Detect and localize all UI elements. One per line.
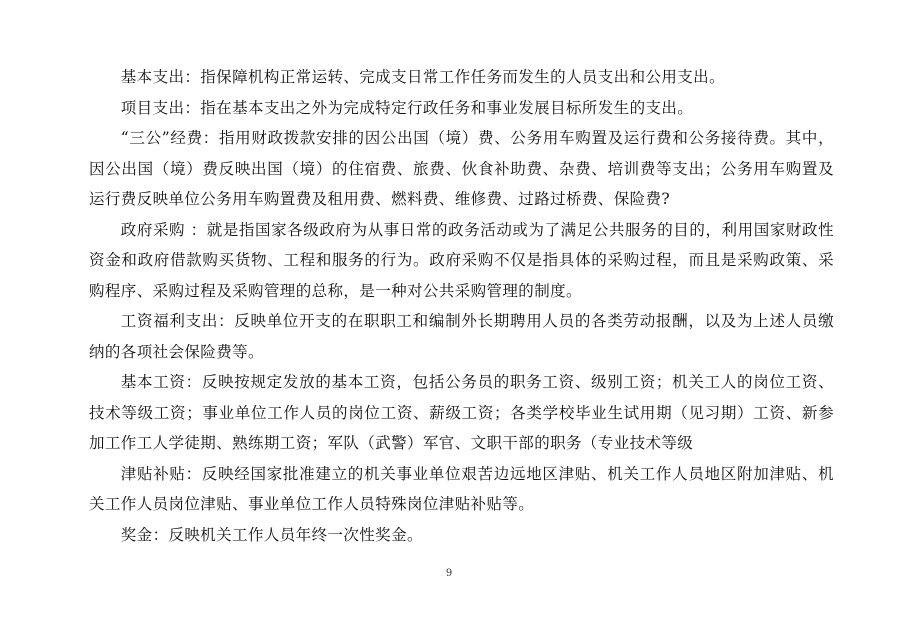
paragraph-bonus: 奖金：反映机关工作人员年终一次性奖金。 [120,525,423,544]
paragraph-basic-wages: 基本工资：反映按规定发放的基本工资，包括公务员的职务工资、级别工资；机关工人的岗位工资、技术等级工资；事业单位工作人员的岗位工资、薪级工资；各类学校毕业生试用期（见习期）工资、新参加工作工人学徒期、熟练期工资；军队（武警）军官、文职干部的职务（专业技术等级 [89,373,834,452]
paragraph-government-procurement: 政府采购 ：就是指国家各级政府为从事日常的政务活动或为了满足公共服务的目的，利用国家财政性资金和政府借款购买货物、工程和服务的行为。政府采购不仅是指具体的采购过程，而且是采购政策、采购程序、采购过程及采购管理的总称，是一种对公共采购管理的制度。 [89,220,834,300]
paragraph-project-expenditure: 项目支出：指在基本支出之外为完成特定行政任务和事业发展目标所发生的支出。 [120,98,694,117]
body-text [89,62,834,550]
paragraph-wages-welfare: 工资福利支出：反映单位开支的在职职工和编制外长期聘用人员的各类劳动报酬，以及为上述人员缴纳的各项社会保险费等。 [89,312,834,361]
paragraph-basic-expenditure: 基本支出：指保障机构正常运转、完成支日常工作任务而发生的人员支出和公用支出。 [120,68,725,86]
page-number: 9 [445,568,453,579]
paragraph-allowances: 津贴补贴：反映经国家批准建立的机关事业单位艰苦边远地区津贴、机关工作人员地区附加津贴、机关工作人员岗位津贴、事业单位工作人员特殊岗位津贴补贴等。 [89,464,834,513]
paragraph-three-public-expenses: “三公”经费：指用财政拨款安排的因公出国（境）费、公务用车购置及运行费和公务接待费。其中，因公出国（境）费反映出国（境）的住宿费、旅费、伙食补助费、杂费、培训费等支出；公务用车购置及运行费反映单位公务用车购置费及租用费、燃料费、维修费、过路过桥费、保险费? [89,129,834,208]
